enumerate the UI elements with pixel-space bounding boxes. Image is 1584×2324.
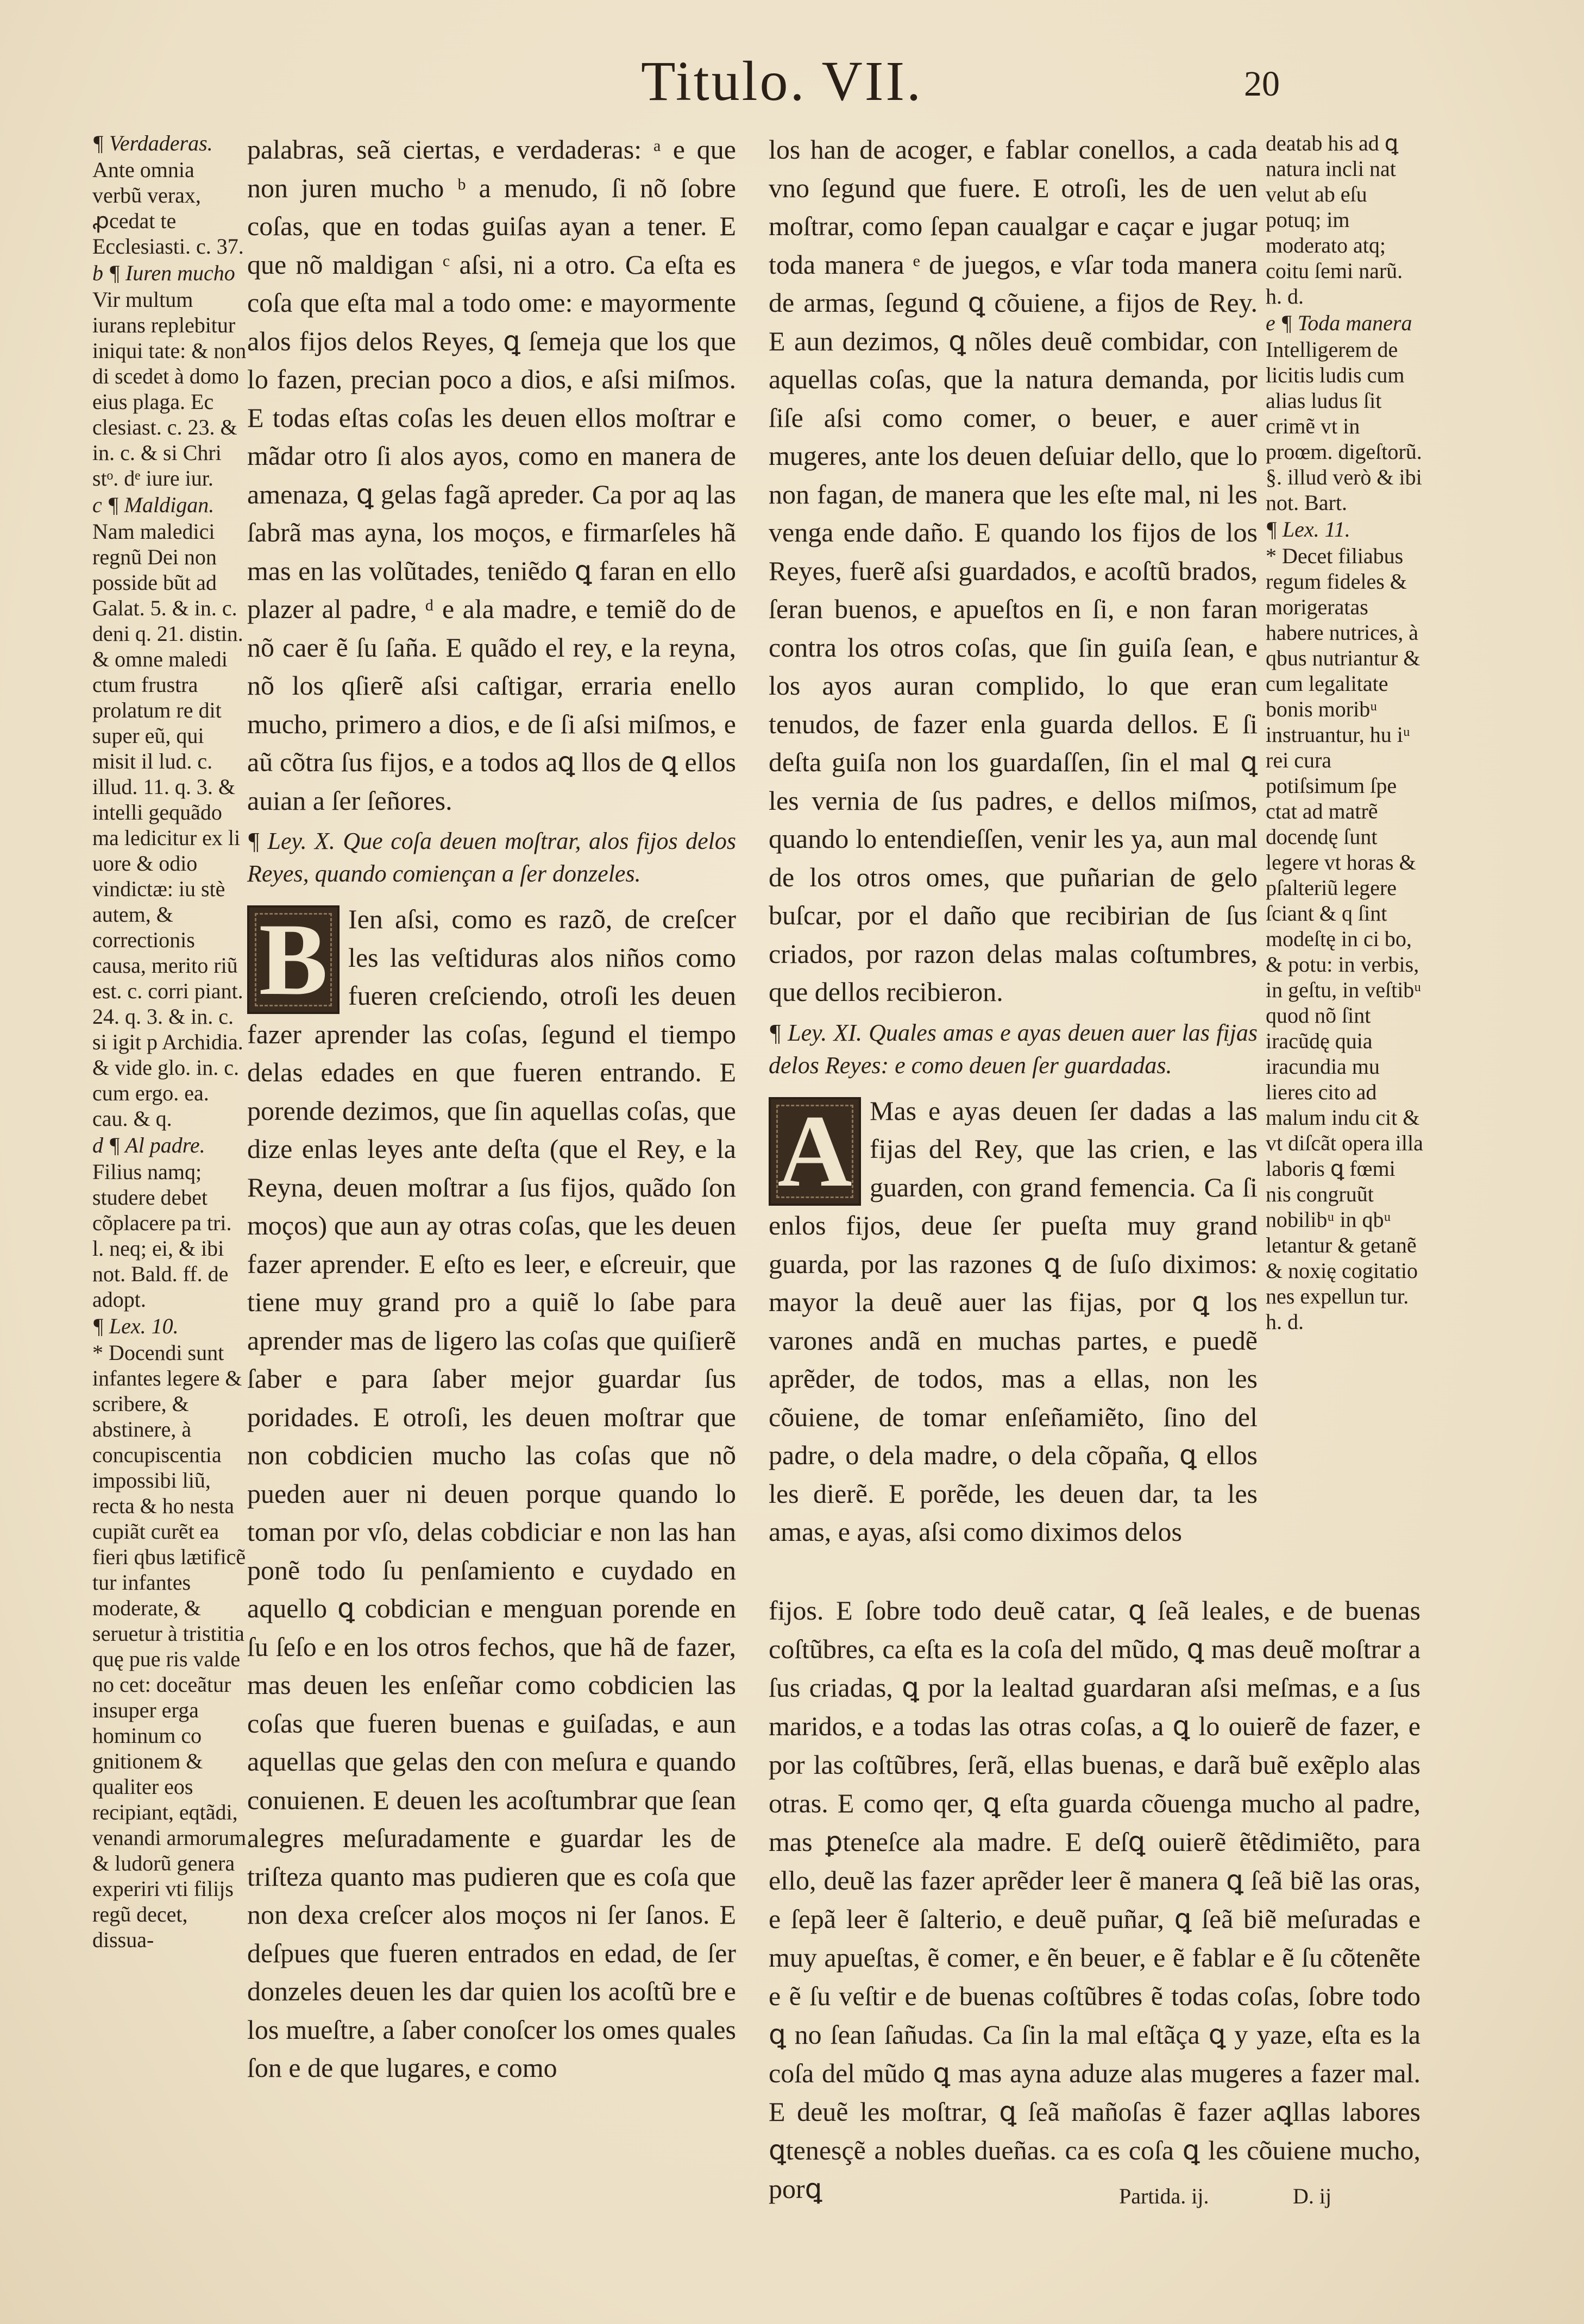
margin-note: d ¶ Al padre. <box>92 1133 205 1157</box>
margin-note: Ante omnia verbũ verax, ꝓcedat te Ecclesiasti. c. 37. <box>92 158 244 259</box>
page-header <box>0 52 1584 111</box>
margin-note: e ¶ Toda manera <box>1266 311 1412 335</box>
right-margin-notes <box>1266 130 1423 1629</box>
law-heading: ¶ Ley. X. Que coſa deuen moſtrar, alos fijos delos Reyes, quando comiençan a ſer donzeles. <box>247 828 736 887</box>
main-text-column-right <box>769 130 1258 1608</box>
margin-note: Filius namq; studere debet cõplacere pa tri. l. neq; ei, & ibi not. Bald. ff. de adopt. <box>92 1160 232 1312</box>
leaf-signature: D. ij <box>1293 2184 1332 2208</box>
margin-note: b ¶ Iuren mucho <box>92 261 235 285</box>
law-heading: ¶ Ley. XI. Quales amas e ayas deuen auer las fijas delos Reyes: e como deuen ſer guardadas. <box>769 1019 1258 1079</box>
margin-note: ¶ Verdaderas. <box>92 131 213 155</box>
body-paragraph: Ien aſsi, como es razõ, de creſcer les las veſtiduras alos niños como fueren creſciendo, otroſi les deuen fazer aprender las coſas, ſegund el tiempo delas edades en que fueren entrando. E porende dezimos, que ſin aquellas coſas, que dize enlas leyes ante deſta (que el Rey, e la Reyna, deuen moſtrar a ſus fijos, quãdo ſon moços) que aun ay otras coſas, que les deuen fazer aprender. E eſto es leer, e eſcreuir, que tiene muy grand pro a quiẽ lo ſabe para aprender mas de ligero las coſas que quiſierẽ ſaber e para ſaber mejor guardar ſus poridades. E otroſi, les deuen moſtrar que non cobdicien mucho las coſas que nõ pueden auer ni deuen porque quando lo toman por vſo, delas cobdiciar e non las han ponẽ todo ſu penſamiento e cuydado en aquello ꝗ cobdician e menguan porende en ſu ſeſo e en los otros fechos, que hã de fazer, mas deuen les enſeñar como cobdicien las coſas que fueren buenas e guiſadas, e aun aquellas que gelas den con meſura e quando conuienen. E deuen les acoſtumbrar que ſean alegres meſuradamente e guardar les de triſteza quanto mas pudieren que es coſa que non dexa creſcer alos moços ni ſer ſanos. E deſpues que fueren entrados en edad, de ſer donzeles deuen les dar quien los acoſtũ bre e los mueſtre, a ſaber conoſcer los omes quales ſon e de que lugares, e como <box>247 904 736 2083</box>
body-paragraph: los han de acoger, e fablar conellos, a cada vno ſegund que fuere. E otroſi, les de uen moſtrar, como ſepan caualgar e caçar e jugar toda manera ᵉ de juegos, e vſar toda manera de armas, ſegund ꝗ cõuiene, a fijos de Rey. E aun dezimos, ꝗ nõles deuẽ combidar, con aquellas coſas, que la natura demanda, por ſiſe aſsi como comer, o beuer, e auer mugeres, ante los deuen deſuiar dello, que lo non fagan, de manera que les eſte mal, ni les venga ende daño. E quando los fijos de los Reyes, fuerẽ aſsi guardados, e acoſtũ brados, ſeran buenos, e apueſtos en ſi, e non faran contra los otros coſas, que ſin guiſa ſean, e los ayos auran complido, lo que eran tenudos, de fazer enla guarda dellos. E ſi deſta guiſa non los guardaſſen, ſin el mal ꝗ les vernia de ſus padres, e dellos miſmos, quando lo entendieſſen, venir les ya, aun mal de los otros omes, que puñarian de gelo buſcar, por el daño que recibirian de ſus criados, por razon delas malas coſtumbres, que dellos recibieron. <box>769 134 1258 1007</box>
initial-letter: A <box>777 1094 852 1208</box>
signature-mark: Partida. ij. <box>1119 2184 1209 2208</box>
running-title: Titulo. VII. <box>641 50 923 112</box>
left-margin-notes <box>92 130 247 2194</box>
margin-note: Vir multum iurans replebitur iniqui tate: & non di scedet à domo eius plaga. Ec clesiast. c. 23. & in. c. & si Chri stᵒ. dᵉ iure iur. <box>92 287 247 490</box>
margin-note: * Docendi sunt infantes legere & scribere, & abstinere, à concupiscentia impossibi liũ, recta & ho nesta cupiãt curẽt ea fieri qbus lætificẽ tur infantes moderate, & seruetur à tristitia quę pue ris valde no cet: doceãtur insuper erga hominum co gnitionem & qualiter eos recipiant, eqtãdi, venandi armorum & ludorũ genera experiri vti filijs regũ decet, dissua- <box>92 1340 247 1952</box>
historiated-initial-a <box>769 1094 861 1208</box>
initial-letter: B <box>259 903 328 1017</box>
body-paragraph: Mas e ayas deuen ſer dadas a las fijas del Rey, que las crien, e las guarden, con grand femencia. Ca ſi enlos fijos, deue ſer pueſta muy grand guarda, por las razones ꝗ de ſuſo diximos: mayor la deuẽ auer las fijas, por ꝗ los varones andã en muchas partes, e puedẽ aprẽder, de todos, mas a ellas, non les cõuiene, de tomar enſeñamiẽto, ſino del padre, o dela madre, o dela cõpaña, ꝗ ellos les dierẽ. E porẽde, les deuen dar, ta les amas, e ayas, aſsi como diximos delos <box>769 1095 1258 1547</box>
body-paragraph: fijos. E ſobre todo deuẽ catar, ꝗ ſeã leales, e de buenas coſtũbres, ca eſta es la coſa del mũdo, ꝗ mas deuẽ moſtrar a ſus criadas, ꝗ por la lealtad guardaran aſsi meſmas, e a ſus maridos, e a todas las otras coſas, a ꝗ lo ouierẽ de fazer, e por las coſtũbres, ſerã, ellas buenas, e darã buẽ exẽplo alas otras. E como qer, ꝗ eſta guarda cõuenga mucho al padre, mas ꝑteneſce ala madre. E deſꝗ ouierẽ ẽtẽdimiẽto, para ello, deuẽ las fazer aprẽder leer ẽ manera ꝗ ſeã biẽ las oras, e ſepã leer ẽ ſalterio, e deuẽ puñar, ꝗ ſeã biẽ meſuradas e muy apueſtas, ẽ comer, e ẽn beuer, e ẽ fablar e ẽ ſu cõtenẽte e ẽ ſu veſtir e de buenas coſtũbres ẽ todas coſas, ſobre todo ꝗ no ſean ſañudas. Ca ſin la mal eſtãça ꝗ y yaze, eſta es la coſa del mũdo ꝗ mas ayna aduze alas mugeres a fazer mal. E deuẽ les moſtrar, ꝗ ſeã mañoſas ẽ fazer aꝗllas labores ꝗtenesçẽ a nobles dueñas. ca es coſa ꝗ les cõuiene mucho, porꝗ <box>769 1595 1420 2204</box>
folio-number: 20 <box>1244 64 1280 104</box>
margin-note: ¶ Lex. 10. <box>92 1314 179 1338</box>
margin-note: deatab his ad ꝗ natura incli nat velut ab eſu potuq; im moderato atq; coitu ſemi narũ. h. d. <box>1266 131 1403 308</box>
margin-note: Intelligerem de licitis ludis cum alias ludus ſit crimẽ vt in proœm. digeſtorũ. §. illud verò & ibi not. Bart. <box>1266 337 1422 515</box>
margin-note: ¶ Lex. 11. <box>1266 517 1350 541</box>
margin-note: Nam maledici regnũ Dei non posside bũt ad Galat. 5. & in. c. deni q. 21. distin. & omne maledi ctum frustra prolatum re dit super eũ, qui misit il lud. c. illud. 11. q. 3. & intelli gequãdo ma ledicitur ex li uore & odio vindictæ: iu stè autem, & correctionis causa, merito riũ est. c. corri piant. 24. q. 3. & in. c. si igit p Archidia. & vide glo. in. c. cum ergo. ea. cau. & q. <box>92 519 243 1131</box>
historiated-initial-b <box>247 903 340 1017</box>
main-text-column-left <box>247 130 736 2194</box>
body-paragraph: palabras, seã ciertas, e verdaderas: ᵃ e que non juren mucho ᵇ a menudo, ſi nõ ſobre coſas, que en todas guiſas ayan a tener. E que nõ maldigan ᶜ aſsi, ni a otro. Ca eſta es coſa que eſta mal a todo ome: e mayormente alos fijos delos Reyes, ꝗ ſemeja que los que lo fazen, precian poco a dios, e aſsi miſmos. E todas eſtas coſas les deuen ellos moſtrar e mãdar otro ſi alos ayos, como en manera de amenaza, ꝗ gelas fagã apreder. Ca por aq las ſabrã mas ayna, los moços, e firmarſeles hã mas en las volũtades, teniẽdo ꝗ faran en ello plazer al padre, ᵈ e ala madre, e temiẽ do de nõ caer ẽ ſu ſaña. E quãdo el rey, e la reyna, nõ los qſierẽ aſsi caſtigar, erraria enello mucho, primero a dios, e de ſi aſsi miſmos, e aũ cõtra ſus fijos, e a todos aꝗ llos de ꝗ ellos auian a ſer ſeñores. <box>247 134 736 816</box>
margin-note: * Decet filiabus regum fideles & morigeratas habere nutrices, à qbus nutriantur & cum legalitate bonis moribᵘ instruantur, hu iᵘ rei cura potiſsimum ſpe ctat ad matrẽ docendę ſunt legere vt horas & pſalteriũ legere ſciant & q ſint modeſtę in ci bo, & potu: in verbis, in geſtu, in veſtibᵘ quod nõ ſint iracũdę quia iracundia mu lieres cito ad malum indu cit & vt diſcãt opera illa laboris ꝗ fœmi nis congruũt nobilibᵘ in qbᵘ letantur & getanẽ & noxię cogitatio nes expellun tur. h. d. <box>1266 544 1423 1334</box>
margin-note: c ¶ Maldigan. <box>92 493 215 517</box>
